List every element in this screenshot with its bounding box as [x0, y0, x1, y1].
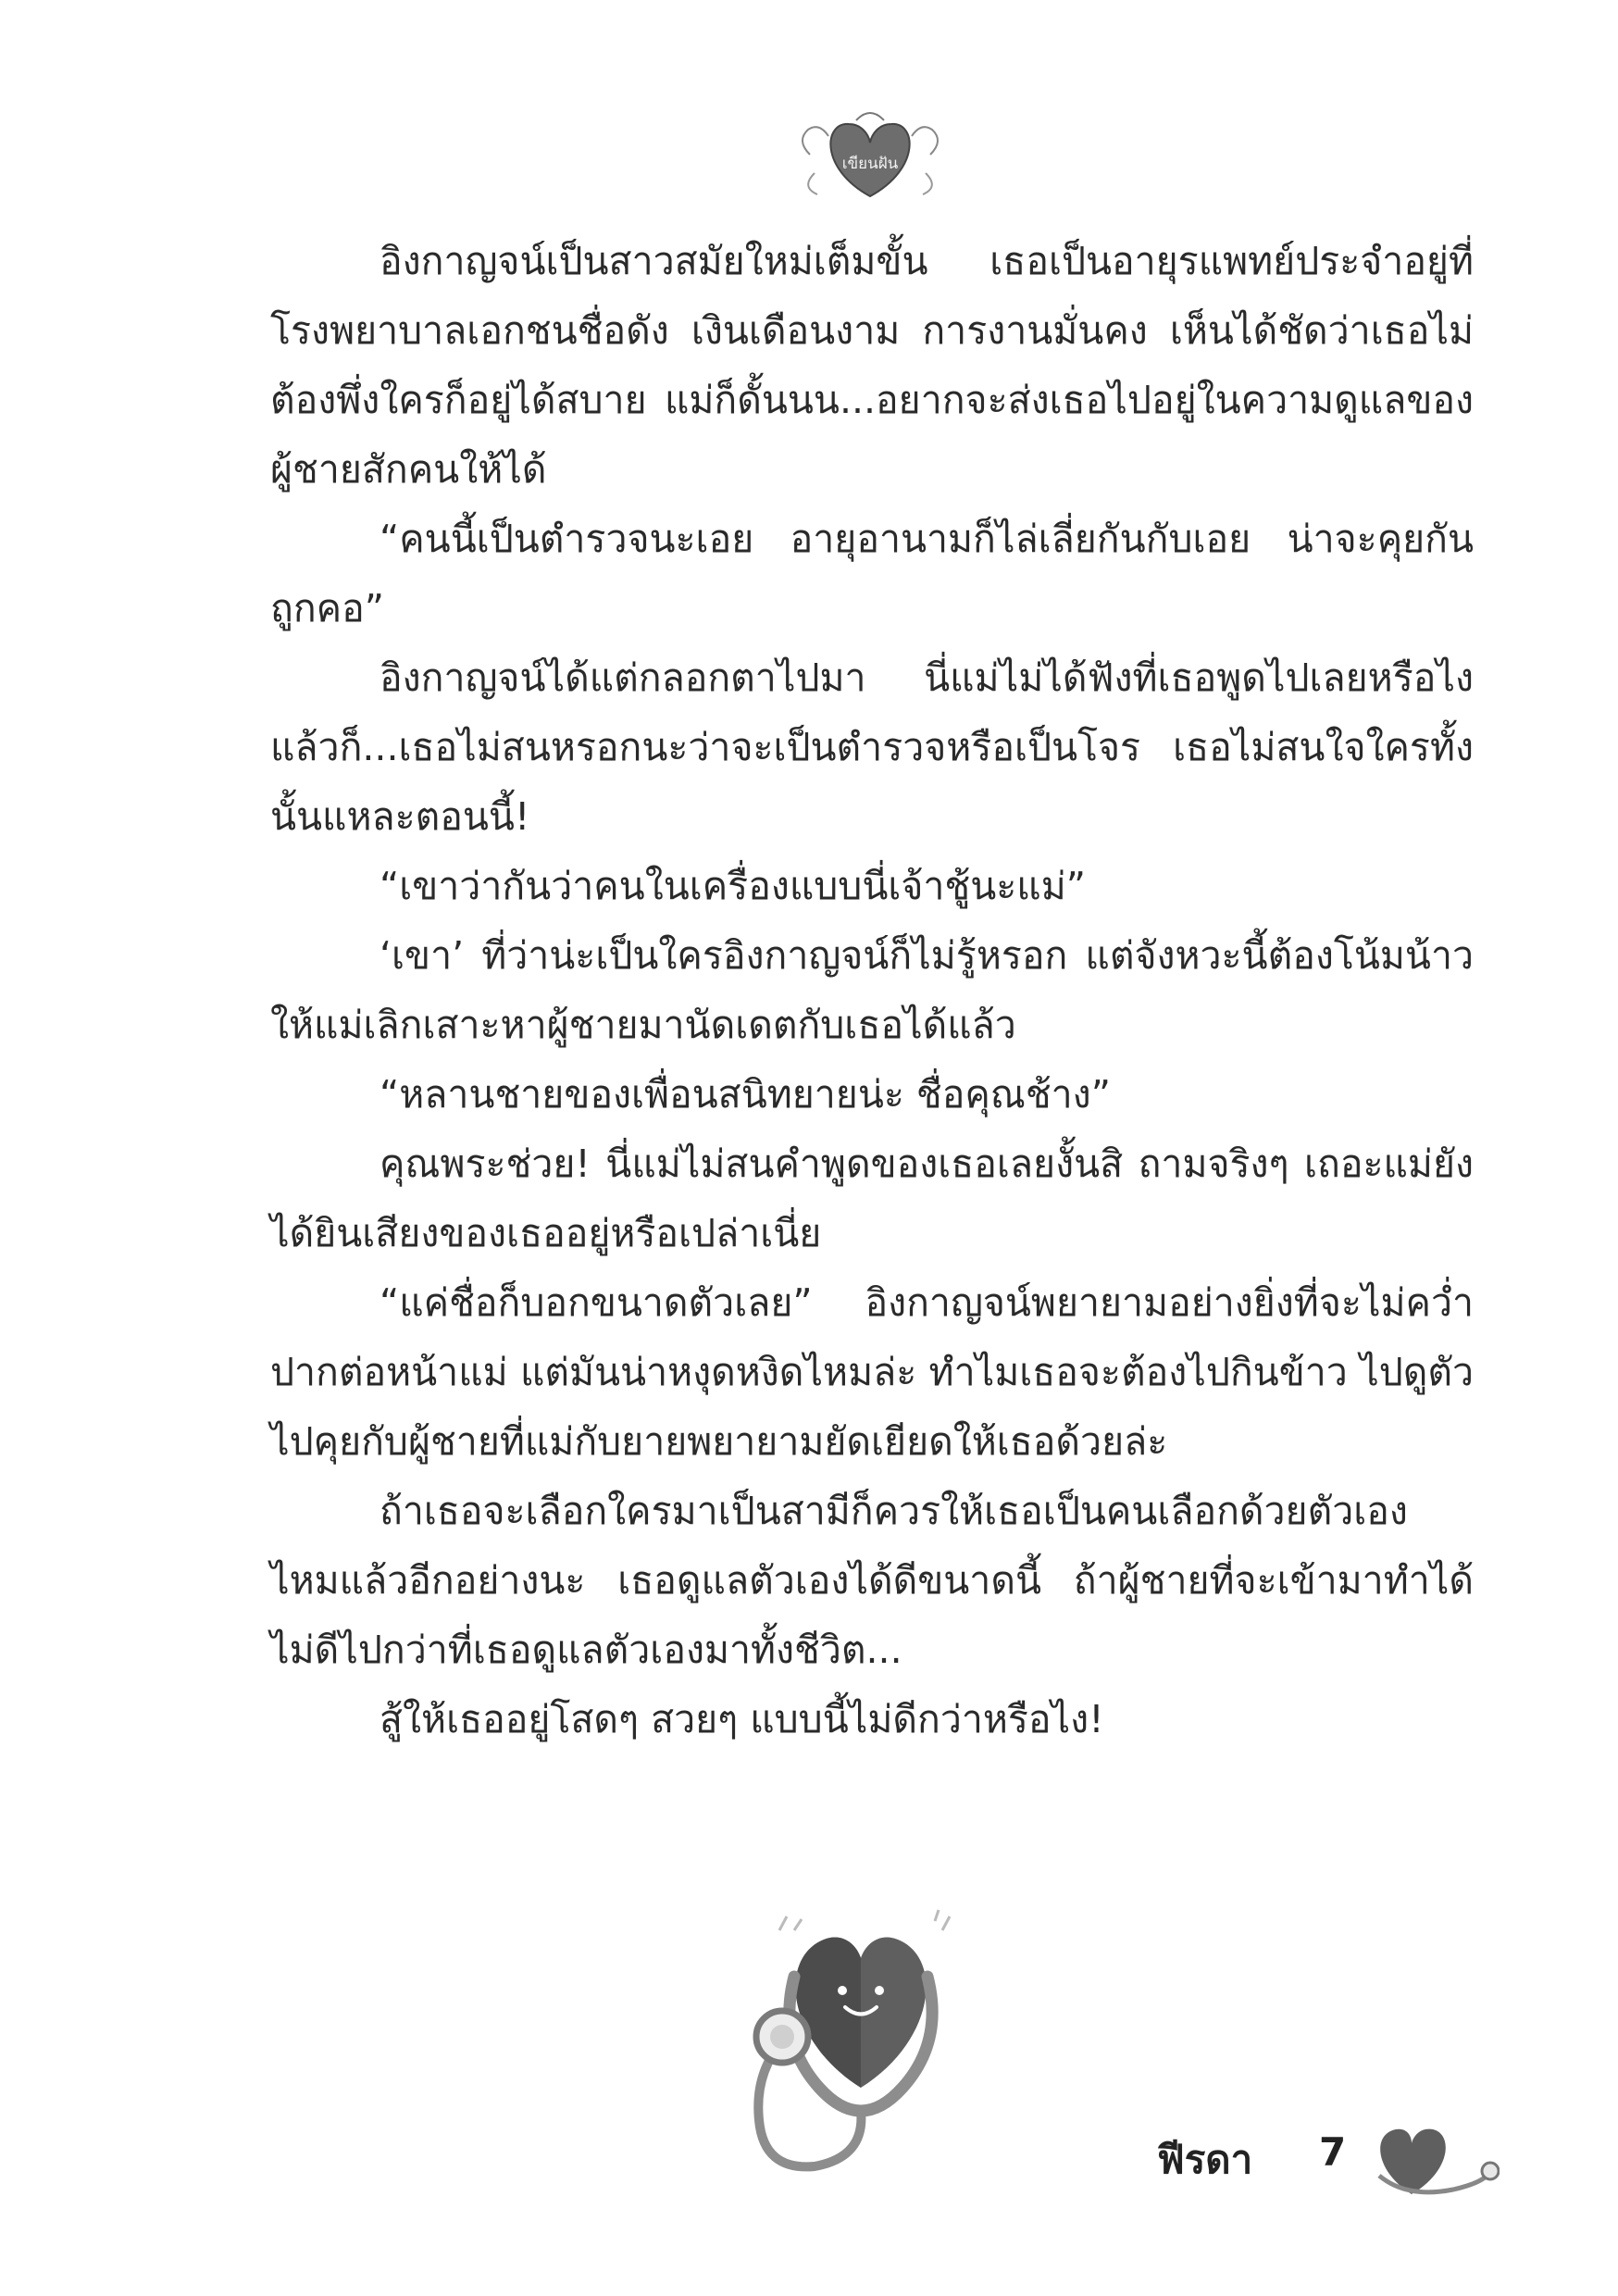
- heart-stethoscope-icon: [1361, 2115, 1500, 2208]
- decorative-heart-emblem-logo: [791, 104, 949, 206]
- paragraph-7: คุณพระช่วย! นี่แม่ไม่สนคำพูดของเธอเลยงั้นสิ ถามจริงๆ เถอะแม่ยังได้ยินเสียงของเธออยู่หรือเปล่าเนี่ย: [270, 1142, 1474, 1255]
- paragraph-1: อิงกาญจน์เป็นสาวสมัยใหม่เต็มขั้น เธอเป็นอายุรแพทย์ประจำอยู่ที่โรงพยาบาลเอกชนชื่อดัง เงินเดือนงาม การงานมั่นคง เห็นได้ชัดว่าเธอไม่ต้องพึ่งใครก็อยู่ได้สบาย แม่ก็ดั้นนน...อยากจะส่งเธอไปอยู่ในความดูแลของผู้ชายสักคนให้ได้: [270, 239, 1474, 492]
- smiling-heart-stethoscope-icon: [713, 1875, 1009, 2180]
- paragraph-4: “เขาว่ากันว่าคนในเครื่องแบบนี่เจ้าชู้นะแม่”: [380, 864, 1086, 908]
- paragraph-2: “คนนี้เป็นตำรวจนะเอย อายุอานามก็ไล่เลี่ยกันกับเอย น่าจะคุยกันถูกคอ”: [270, 517, 1474, 630]
- page-footer: [1111, 2102, 1500, 2213]
- paragraph-3: อิงกาญจน์ได้แต่กลอกตาไปมา นี่แม่ไม่ได้ฟังที่เธอพูดไปเลยหรือไง แล้วก็...เธอไม่สนหรอกนะว่าจะเป็นตำรวจหรือเป็นโจร เธอไม่สนใจใครทั้งนั้นแหละตอนนี้!: [270, 655, 1474, 839]
- paragraph-10: สู้ให้เธออยู่โสดๆ สวยๆ แบบนี้ไม่ดีกว่าหรือไง!: [380, 1697, 1104, 1741]
- logo-text: เขียนฝัน: [841, 155, 899, 173]
- story-text: [270, 227, 1474, 1754]
- paragraph-6: “หลานชายของเพื่อนสนิทยายน่ะ ชื่อคุณช้าง”: [380, 1072, 1111, 1117]
- paragraph-5: ‘เขา’ ที่ว่าน่ะเป็นใครอิงกาญจน์ก็ไม่รู้หรอก แต่จังหวะนี้ต้องโน้มน้าวให้แม่เลิกเสาะหาผู้ชายมานัดเดตกับเธอได้แล้ว: [270, 933, 1474, 1047]
- paragraph-8: “แค่ชื่อก็บอกขนาดตัวเลย” อิงกาญจน์พยายามอย่างยิ่งที่จะไม่คว่ำปากต่อหน้าแม่ แต่มันน่าหงุดหงิดไหมล่ะ ทำไมเธอจะต้องไปกินข้าว ไปดูตัว ไปคุยกับผู้ชายที่แม่กับยายพยายามยัดเยียดให้เธอด้วยล่ะ: [270, 1280, 1474, 1464]
- paragraph-9: ถ้าเธอจะเลือกใครมาเป็นสามีก็ควรให้เธอเป็นคนเลือกด้วยตัวเองไหมแล้วอีกอย่างนะ เธอดูแลตัวเองได้ดีขนาดนี้ ถ้าผู้ชายที่จะเข้ามาทำได้ไม่ดีไปกว่าที่เธอดูแลตัวเองมาทั้งชีวิต...: [270, 1489, 1474, 1672]
- page-number: 7: [1319, 2129, 1347, 2175]
- author-name: ฟีรดา: [1157, 2137, 1253, 2182]
